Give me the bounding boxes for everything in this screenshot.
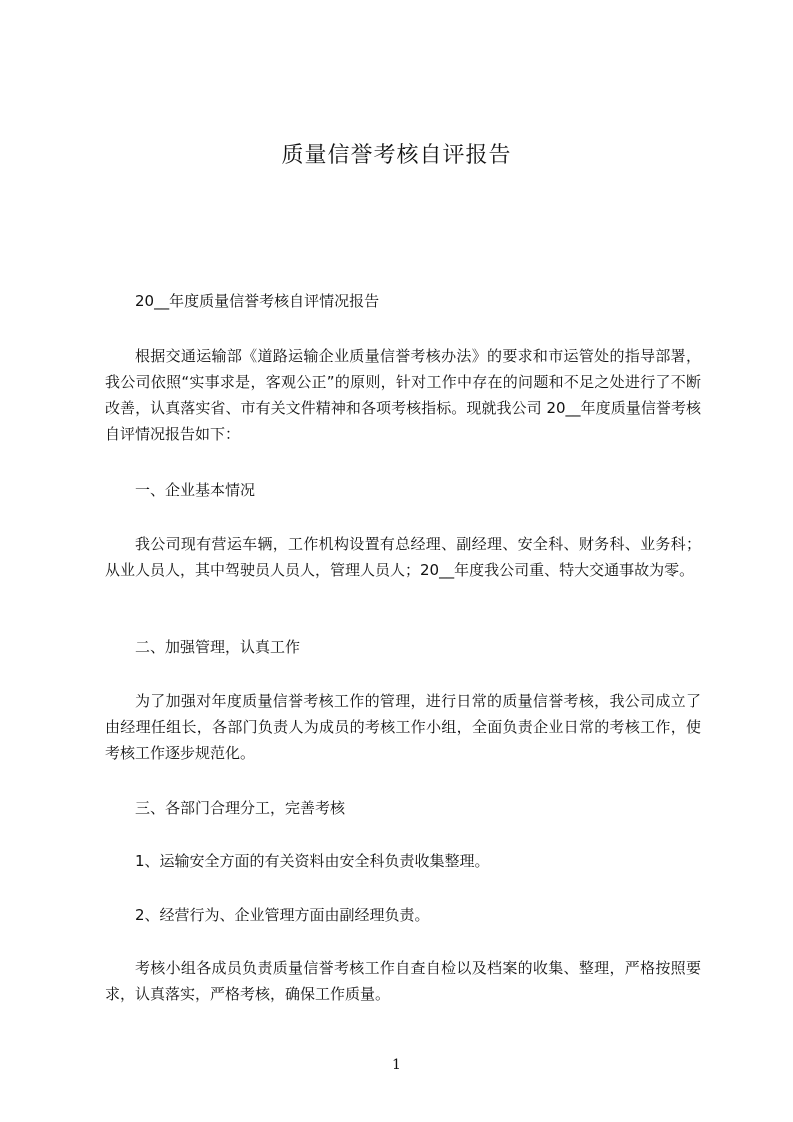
intro-paragraph: 根据交通运输部《道路运输企业质量信誉考核办法》的要求和市运管处的指导部署，我公司依照“实事求是，客观公正”的原则，针对工作中存在的问题和不足之处进行了不断改善，认真落实省、市有关文件精神和各项考核指标。现就我公司 20__年度质量信誉考核自评情况报告如下：: [105, 347, 701, 443]
list-item-1: 1、运输安全方面的有关资料由安全科负责收集整理。: [135, 852, 490, 870]
document-title: 质量信誉考核自评报告: [281, 143, 512, 168]
report-subtitle: 20__年度质量信誉考核自评情况报告: [135, 292, 380, 310]
section-heading-1: 一、企业基本情况: [135, 481, 256, 499]
list-item-2: 2、经营行为、企业管理方面由副经理负责。: [135, 906, 430, 924]
closing-paragraph: 考核小组各成员负责质量信誉考核工作自查自检以及档案的收集、整理，严格按照要求，认真落实，严格考核，确保工作质量。: [105, 959, 701, 1003]
section-heading-3: 三、各部门合理分工，完善考核: [135, 799, 346, 817]
section-1-paragraph: 我公司现有营运车辆，工作机构设置有总经理、副经理、安全科、财务科、业务科；从业人员人，其中驾驶员人员人，管理人员人；20__年度我公司重、特大交通事故为零。: [105, 535, 701, 579]
section-2-paragraph: 为了加强对年度质量信誉考核工作的管理，进行日常的质量信誉考核，我公司成立了由经理任组长，各部门负责人为成员的考核工作小组，全面负责企业日常的考核工作，使考核工作逐步规范化。: [105, 692, 701, 762]
page-number: 1: [392, 1057, 401, 1073]
section-heading-2: 二、加强管理，认真工作: [135, 638, 301, 656]
